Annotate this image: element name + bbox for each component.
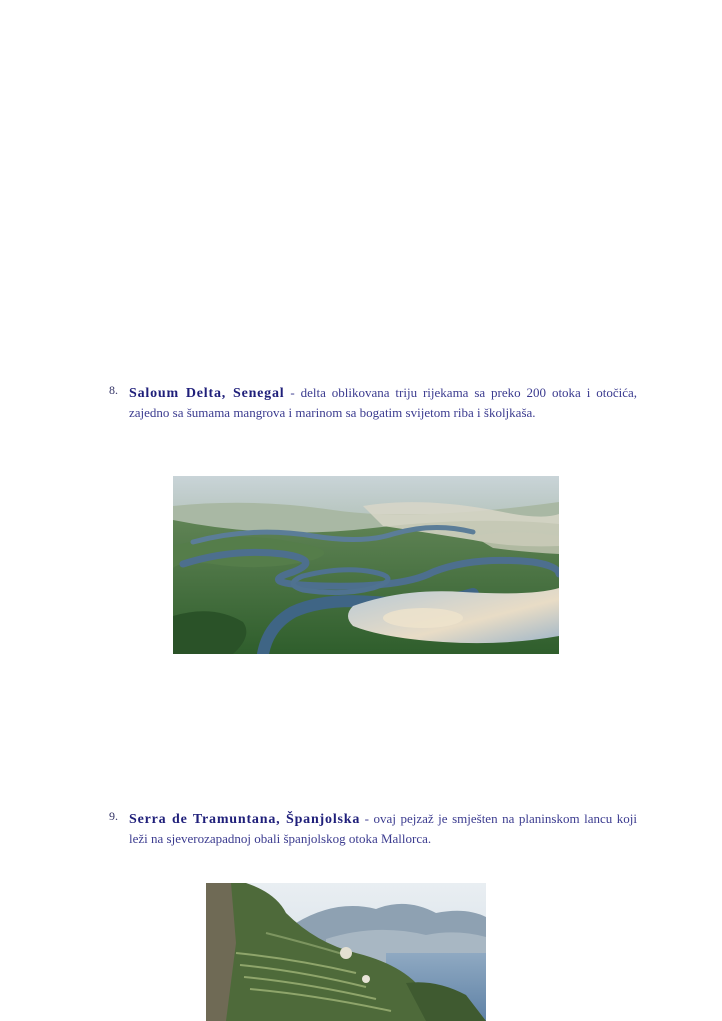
saloum-delta-photo [173, 476, 559, 654]
item-paragraph [129, 809, 637, 848]
title-separator: - [284, 385, 301, 400]
item-title: Saloum Delta, Senegal [129, 386, 285, 401]
list-item-saloum-delta [109, 383, 637, 422]
serra-de-tramuntana-photo [206, 883, 486, 1021]
item-description: delta oblikovana triju rijekama sa preko 200 otoka i otočića, zajedno sa šumama mangrova i marinom sa bogatim svijetom riba i školjkaša. [129, 385, 637, 420]
list-number: 8. [109, 383, 118, 397]
item-paragraph [129, 383, 637, 422]
item-description: ovaj pejzaž je smješten na planinskom lancu koji leži na sjeverozapadnoj obali španjolskog otoka Mallorca. [129, 811, 637, 846]
list-number: 9. [109, 809, 118, 823]
title-separator: - [360, 811, 374, 826]
item-title: Serra de Tramuntana, Španjolska [129, 812, 361, 827]
list-item-serra-de-tramuntana [109, 809, 637, 848]
